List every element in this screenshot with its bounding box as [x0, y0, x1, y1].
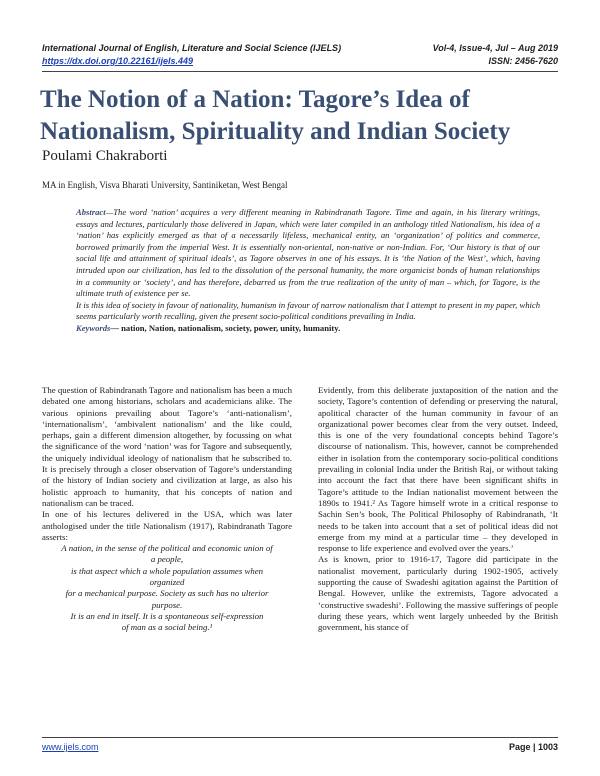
keywords-label: Keywords	[76, 322, 111, 333]
block-quote	[42, 543, 292, 633]
journal-header	[42, 42, 558, 68]
quote-line: of man as a social being.¹	[121, 622, 213, 633]
author-name: Poulami Chakraborti	[42, 148, 168, 164]
quote-line: organized	[149, 577, 185, 588]
doi-link[interactable]: https://dx.doi.org/10.22161/ijels.449	[42, 56, 194, 66]
body-paragraph: As is known, prior to 1916-17, Tagore did participate in the nationalist movement, particularly during 1902-1905, actively supporting the cause of Swadeshi agitation against the Partition of Bengal. However, unlike the extremists, Tagore advocated a ‘constructive swadeshi’. Following the massive sufferings of people during these years, which went largely unheeded by the British government, his stance of	[318, 554, 558, 633]
body-paragraph: The question of Rabindranath Tagore and nationalism has been a much debated one among historians, scholars and academicians alike. The various opinions prevailing about Tagore’s ‘anti-nationalism’, ‘internationalism’, ‘ambivalent nationalism’ and the like could, perhaps, gain a different dimension altogether, by focussing on what the significance of the word ‘nation’ was for Tagore and subsequently, the uniquely individual ideology of nationalism that he subscribed to. It is precisely through a closer observation of Tagore’s understanding of the history of Indian society and civilization at large, as also his holistic approach to humanity, that his concepts of nation and nationalism can be traced.	[42, 385, 292, 508]
body-column-left	[42, 385, 292, 634]
abstract-text: —The word ‘nation’ acquires a very different meaning in Rabindranath Tagore. Time and again, in his literary writings, essays and lectures, particularly those delivered in Japan, which were later compiled in an anthology titled Nationalism, his idea of a ‘nation’ has explicitly emerged as that of a necessarily lifeless, mechanical entity, an ‘organization’ of politics and commerce, borrowed primarily from the imperial West. It is essentially non-oriental, non-native or non-Indian. For, ‘Our history is that of our social life and attainment of spiritual ideals’, as Tagore observes in one of his essays. It is ‘the Nation of the West’, which, having intruded upon our civilization, has led to the dissolution of the personal humanity, the more organicist bonds of human relationships in a community or ‘society’, and has therefore, debarred us from the true realization of the unity of man – which, for Tagore, is the ultimate truth of existence per se.	[76, 207, 540, 299]
keywords-text: — nation, Nation, nationalism, society, power, unity, humanity.	[110, 322, 341, 333]
abstract-label: Abstract	[76, 207, 106, 217]
website-link[interactable]: www.ijels.com	[42, 742, 99, 752]
quote-line: A nation, in the sense of the political and economic union of	[61, 543, 273, 554]
body-paragraph: Evidently, from this deliberate juxtaposition of the nation and the society, Tagore’s contention of defending or preserving the natural, apolitical character of the human community in favour of an organizational power becomes clear from the very outset. Indeed, this is one of the very foundational concepts behind Tagore’s discourse of nationalism. This, however, cannot be comprehended either in isolation from the contemporary socio-political conditions prevailing in colonial India under the British Raj, or without taking into account the fact that there have been significant shifts in Tagore’s attitude to the Indian nationalist movement between the 1890s to 1941.² As Tagore himself wrote in a critical response to Sachin Sen’s book, The Political Philosophy of Rabindranath, ‘It needs to be taken into account that a set of political ideas did not emerge from my mind at a particular time – they developed in response to life experience and evolved over the years.’	[318, 385, 558, 554]
header-divider	[42, 71, 558, 72]
quote-line: for a mechanical purpose. Society as such has no ulterior	[65, 588, 269, 599]
page-footer	[42, 742, 558, 752]
author-affiliation: MA in English, Visva Bharati University, Santiniketan, West Bengal	[42, 180, 288, 190]
page-number: Page | 1003	[508, 742, 558, 752]
footer-divider	[42, 737, 558, 738]
body-column-right	[318, 385, 558, 634]
quote-line: a people,	[150, 554, 184, 565]
journal-name: International Journal of English, Literature and Social Science (IJELS)	[42, 43, 342, 53]
issue-info: Vol-4, Issue-4, Jul – Aug 2019	[432, 43, 558, 53]
paper-title: The Notion of a Nation: Tagore’s Idea of Nationalism, Spirituality and Indian Society	[40, 86, 511, 145]
body-paragraph: In one of his lectures delivered in the USA, which was later anthologised under the title Nationalism (1917), Rabindranath Tagore asserts:	[42, 509, 292, 542]
issn: ISSN: 2456-7620	[488, 56, 558, 66]
abstract-text-2: It is this idea of society in favour of nationality, humanism in favour of narrow nationalism that I attempt to present in my paper, which seems particularly worth recalling, given the present socio-political conditions prevailing in India.	[76, 299, 540, 322]
abstract-block	[76, 207, 540, 335]
quote-line: It is an end in itself. It is a spontaneous self-expression	[70, 610, 264, 621]
quote-line: is that aspect which a whole population assumes when	[70, 565, 264, 576]
quote-line: purpose.	[151, 599, 183, 610]
